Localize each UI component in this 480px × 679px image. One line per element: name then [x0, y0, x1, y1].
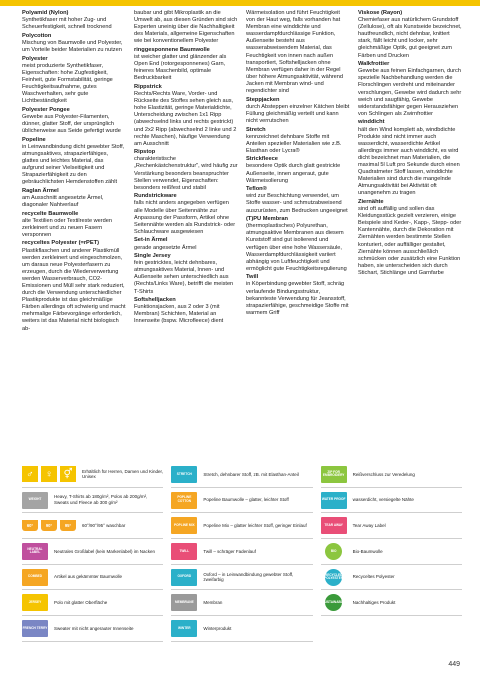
glossary-definition: hält den Wind komplett ab, windbdichte Produkte sind nicht immer auch wasserdicht, wasserdichte Artikel allerdings immer auch winddicht, es wird dicht bezeichnet man Materialien, die maximal 5l Luft pro Sekunde durch einen Quadratmeter Stoff lassen, winddichte Materialien sind durch die mangelnde Atmungsaktivität bei Aktivität oft unangenehm zu tragen	[358, 126, 460, 197]
legend-item	[321, 591, 462, 617]
legend-item	[22, 616, 163, 642]
gender-symbols	[22, 466, 76, 483]
legend-item	[171, 616, 312, 642]
legend-item	[22, 591, 163, 617]
glossary-column-2	[134, 10, 238, 436]
legend-item	[321, 565, 462, 591]
symbol-legend	[22, 462, 462, 642]
glossary-definition: Mischung von Baumwolle und Polyester, um Vorteile beider Materialien zu nutzen	[22, 39, 123, 53]
legend-badge-icon: WATER PROOF	[321, 492, 347, 509]
legend-description: Bio-Baumwolle	[352, 548, 383, 554]
legend-badge-icon: OXFORD	[171, 569, 197, 586]
glossary-term: winddicht	[358, 119, 385, 126]
glossary-term: Rundstrickware	[134, 193, 177, 200]
legend-description: Popeline Baumwolle – glatter, leichter Stoff	[203, 497, 289, 503]
legend-badge-icon: STRETCH	[171, 466, 197, 483]
legend-description: Heavy, T-Shirts ab 180g/m², Polos ab 200g/m², Sweats und Fleece ab 300 g/m²	[54, 494, 148, 505]
legend-description: Erhältlich für Herren, Damen und Kinder, Unisex	[82, 468, 164, 480]
glossary-definition: ist weicher glatter und glänzender als Open End (rotorgesponnenes) Garn, feineres Maschenbild, optimale Bedruckbarkeit	[134, 54, 227, 82]
glossary-definition: Gewebe aus Polyester-Filamenten, dünner, glatter Stoff, der ursprünglich üblicherweise aus Seide gefertigt wurde	[22, 113, 121, 134]
glossary-definition: Plastikflaschen und anderer Plastikmüll werden zerkleinert und eingeschmolzen, um daraus neue Polyesterfasern zu erzeugen, durch die Wiederverwertung werden Wasserverbrauch, CO2-Emissionen und Müll sehr stark reduziert, durch die Verwendung unterschiedlicher Plastikprodukte ist das gleichmäßige Färben allerdings oft schwierig und macht mehrmalige Färbevorgänge erforderlich, weiters ist das Material nicht biologisch ab-	[22, 247, 126, 332]
glossary-term: Single Jersey	[134, 253, 171, 260]
legend-item	[171, 513, 312, 539]
legend-badge-icon: ZIP FOR EMBROIDERY	[321, 466, 347, 483]
legend-item	[321, 462, 462, 488]
glossary-definition: Synthetikfaser mit hoher Zug- und Scheuerfestigkeit, schnell trocknend	[22, 17, 112, 31]
glossary-term: Raglan Ärmel	[22, 187, 59, 194]
glossary-definition: charakteristische „Rechenkästchenstruktur", wird häufig zur Verstärkung besonders beanspruchter Stellen verwendet, Eigenschaften: besonders reißfest und stabil	[134, 156, 238, 191]
legend-badge-icon: TWILL	[171, 543, 197, 560]
legend-description: Popeline Mix – glatter leichter Stoff, geringer Einlauf	[203, 522, 307, 528]
legend-item	[171, 565, 312, 591]
glossary-definition: gerade angesetzte Ärmel	[134, 244, 197, 251]
legend-badge-icon: POPLINE MIX	[171, 517, 197, 534]
legend-description: Oxford – in Leinwandbindung gewebter Stoff, zweifarbig	[203, 571, 294, 583]
glossary-term: Steppjacken	[246, 96, 280, 103]
glossary-definition: Gewebe aus feinen Einfachgarnen, durch spezielle Nachbehandlung werden die Florschlingen verdreht und miteinander verschlungen, Gewebe wird dadurch sehr weich und saugfähig, Gewebe widerstandsfähiger gegen Herausziehen von Schlingen als Zwirnfrottier	[358, 68, 462, 117]
legend-badge-icon: POPLINE COTTON	[171, 492, 197, 509]
glossary-column-4	[358, 10, 462, 436]
glossary-definition: wird zur Beschichtung verwendet, um Stoffe wasser- und schmutzabweisend auszurüsten, zum Bedrucken ungeeignet	[246, 193, 348, 214]
legend-item	[171, 539, 312, 565]
wash-temperature-icons	[22, 517, 76, 534]
glossary-term: Softshelljacken	[134, 297, 176, 304]
legend-badge	[321, 594, 347, 611]
glossary-term: Ziernähte	[358, 198, 384, 205]
glossary-definition: Funktionsjacken, aus 2 oder 3 (mit Membran) Schichten, Material an Innenseite (bspw. Microfleece) dient	[134, 304, 224, 325]
glossary-column-3	[246, 10, 350, 436]
glossary-definition: besondere Optik durch glatt gestrickte Außenseite, innen angeraut, gute Wärmeisolierung	[246, 163, 341, 184]
wash-temperature-icon: 95°	[60, 520, 76, 531]
gender-icon: ♂	[22, 466, 38, 482]
legend-item	[171, 591, 312, 617]
glossary-column-1	[22, 10, 126, 436]
legend-description: Reißverschluss zur Veredelung	[352, 471, 415, 477]
gender-icon: ♀	[41, 466, 57, 482]
legend-item	[22, 539, 163, 565]
glossary-definition: in Leinwandbindung dicht gewebter Stoff, atmungsaktives, strapazierfähiges, glattes und leichtes Material, das aufgrund seiner Vielseitigkeit und Strapazierfähigkeit zu den gebräuchlichsten Hemdenstoffen zählt	[22, 143, 125, 186]
glossary-term: Walkfrottier	[358, 61, 390, 68]
legend-description: Membran	[203, 600, 223, 606]
legend-description: Sweater mit nicht angerauter Innenseite	[54, 625, 134, 631]
glossary-term: (T)PU Membran	[246, 216, 289, 223]
legend-item	[22, 488, 163, 514]
glossary-definition: fein gestricktes, leicht dehnbares, atmungsaktives Material, Innen- und Außenseite sehen unterschiedlich aus (Rechts/Links Ware), betrifft die meisten T-Shirts	[134, 260, 234, 295]
glossary-definition: am Ausschnitt angesetzte Ärmel, diagonaler Nahtverlauf	[22, 194, 104, 208]
glossary-term: Popeline	[22, 136, 46, 143]
glossary-term: Twill	[246, 274, 259, 281]
glossary-term: Rippstrick	[134, 83, 162, 90]
glossary-definition: sind oft auffällig und sollen das Kleidungsstück gezielt verzieren, einige Beispiele sind Keder-, Kapp-, Stepp- oder Kantennähte, durch die Dekoration mit Ziernähten werden bestimmte Stellen konturiert, oder auffälliger gestaltet, Ziernähte können ausschließlich schmücken oder zusätzlich eine Funktion haben, sie unterscheiden sich durch Stichart, Stichlänge und Garnfarbe	[358, 206, 462, 276]
legend-badge-icon: FRENCH TERRY	[22, 620, 48, 637]
top-accent-bar	[0, 0, 480, 6]
glossary-term: Ripstop	[134, 149, 156, 156]
glossary-definition: falls nicht anders angegeben verfügen alle Modelle über Seitennähte zur Anpassung der Passform, Artikel ohne Seitennähte werden als Rundstrick- oder Schlauchware ausgewiesen	[134, 200, 236, 235]
legend-item	[321, 488, 462, 514]
glossary-term: Viskose (Rayon)	[358, 10, 403, 16]
legend-item	[321, 513, 462, 539]
glossary-definition: durch Absteppen einzelner Kätchen bleibt Füllung gleichmäßig verteilt und kann nicht verrutschen	[246, 103, 350, 124]
legend-description: Polo mit glatter Oberfläche	[54, 600, 108, 606]
wash-temperature-icon: 90°	[41, 520, 57, 531]
glossary-term: Teflon®	[246, 186, 267, 193]
glossary-definition: in Köperbindung gewebter Stoff, schräg verlaufende Bindungsstruktur, bekannteste Verwendung für Jeansstoff, strapazierfähige, geschmeidige Stoffe mit warmem Griff	[246, 281, 349, 316]
glossary-definition: baubar und gibt Mikroplastik an die Umwelt ab, aus diesen Gründen sind sich Experten uneinig über die Nachhaltigkeit des Materials, allgemeine Eigenschaften wie bei konventionellem Polyester	[134, 10, 238, 45]
legend-description: Twill – schräger Fadenlauf	[203, 548, 256, 554]
legend-item	[321, 539, 462, 565]
legend-description: Nachhaltiges Produkt	[352, 600, 396, 606]
glossary-term: Polycotton	[22, 32, 52, 39]
glossary-term: Stretch	[246, 126, 266, 133]
legend-badge	[321, 543, 347, 560]
glossary-term: recyceltes Polyester (=rPET)	[22, 240, 99, 247]
glossary-definition: Chemiefaser aus natürlichem Grundstoff (Zellulose), oft als Kunstseide bezeichnet, hautfreundlich, nicht dehnbar, knittert stark, fällt leicht und locker, sehr gleichmäßige Optik, gut geeignet zum Färben und Drucken	[358, 17, 462, 59]
glossary-term: Strickfleece	[246, 156, 278, 163]
glossary-definition: meist produzierte Synthetikfaser, Eigenschaften: hohe Zugfestigkeit, Feinheit, gute Formstabilität, geringe Feuchtigkeitsaufnahme, gutes Waschverhalten, sehr gute Lichtbeständigkeit	[22, 62, 113, 105]
legend-badge-icon: MEMBRANE	[171, 594, 197, 611]
glossary-term: Polyester	[22, 55, 48, 62]
legend-badge-icon: TEAR AWAY	[321, 517, 347, 534]
legend-badge-icon: COMBED	[22, 569, 48, 586]
glossary-definition: kennzeichnet dehnbare Stoffe mit Anteilen spezieller Materialien wie z.B. Elasthan oder Lycra®	[246, 133, 342, 154]
glossary-columns	[22, 10, 462, 436]
legend-badge-icon: WEIGHT	[22, 492, 48, 509]
wash-temperature-icon: 60°	[22, 520, 38, 531]
legend-badge	[321, 569, 347, 586]
glossary-definition: Wärmeisolation und führt Feuchtigkeit von der Haut weg, falls vorhanden hat Membran eine winddichte und wasserdampfdurchlässige Funktion, Außenseite besteht aus wasserabweisendem Material, das Feuchtigkeit von innen nach außen transportiert, Softshelljacken ohne Membran verfügen daher in der Regel über höhere Atmungsaktivität, während Jacken mit Membran wind- und regendichter sind	[246, 10, 344, 95]
legend-item	[22, 513, 163, 539]
legend-description: wasserdicht, versiegelte Nähte	[352, 497, 414, 503]
legend-description: Recyceltes Polyester	[352, 574, 395, 580]
legend-description: Artikel aus gekämmter Baumwolle	[54, 574, 123, 580]
legend-badge-icon: WINTER	[171, 620, 197, 637]
page-number: 449	[448, 661, 460, 668]
legend-description: Tear Away Label	[352, 522, 386, 528]
legend-description: Stretch, dehnbarer Stoff, zB. mit Elasthan-Anteil	[203, 471, 299, 477]
glossary-term: Polyester Pongee	[22, 106, 70, 113]
legend-description: 60°/90°/95° waschbar	[82, 522, 126, 528]
glossary-term: recycelte Baumwolle	[22, 210, 79, 217]
glossary-definition: alte Textilien oder Textilreste werden zerkleinert und zu neuen Fasern versponnen	[22, 217, 112, 238]
circle-badge-icon: BIO	[325, 543, 342, 560]
glossary-term: ringgesponnene Baumwolle	[134, 46, 210, 53]
legend-description: Winterprodukt	[203, 625, 232, 631]
legend-badge-icon: JERSEY	[22, 594, 48, 611]
legend-item	[171, 462, 312, 488]
legend-description: Neutrales Großlabel (kein Markenlabel) im Nacken	[54, 548, 156, 554]
glossary-term: Polyamid (Nylon)	[22, 10, 69, 16]
glossary-definition: Rechts/Rechts Ware, Vorder- und Rückseite des Stoffes sehen gleich aus, hohe Elastizität, geringe Materialdichte, Unterscheidung zwischen 1x1 Ripp (abwechselnd links und rechts gestrickt) und 2x2 Ripp (abwechselnd 2 linke und 2 rechte Maschen), häufige Verwendung am Ausschnitt	[134, 91, 237, 147]
circle-badge-icon: SUSTAINABLE	[325, 594, 342, 611]
glossary-term: Set-in Ärmel	[134, 237, 168, 244]
gender-icon: ⚥	[60, 466, 76, 482]
legend-item	[22, 462, 163, 488]
legend-badge-icon: NEUTRAL LABEL	[22, 543, 48, 560]
legend-item	[171, 488, 312, 514]
legend-item	[22, 565, 163, 591]
circle-badge-icon: RECYCLED POLYESTER	[325, 569, 342, 586]
glossary-definition: (thermoplastisches) Polyurethan, atmungsaktive Membranen aus diesem Kunststoff sind gut isolierend und verfügen über eine hohe Wassersäule, Wasserdampfdurchlässigkeit variiert abhängig von Luftfeuchtigkeit und ermöglicht gute Feuchtigkeitsregulierung	[246, 223, 347, 272]
